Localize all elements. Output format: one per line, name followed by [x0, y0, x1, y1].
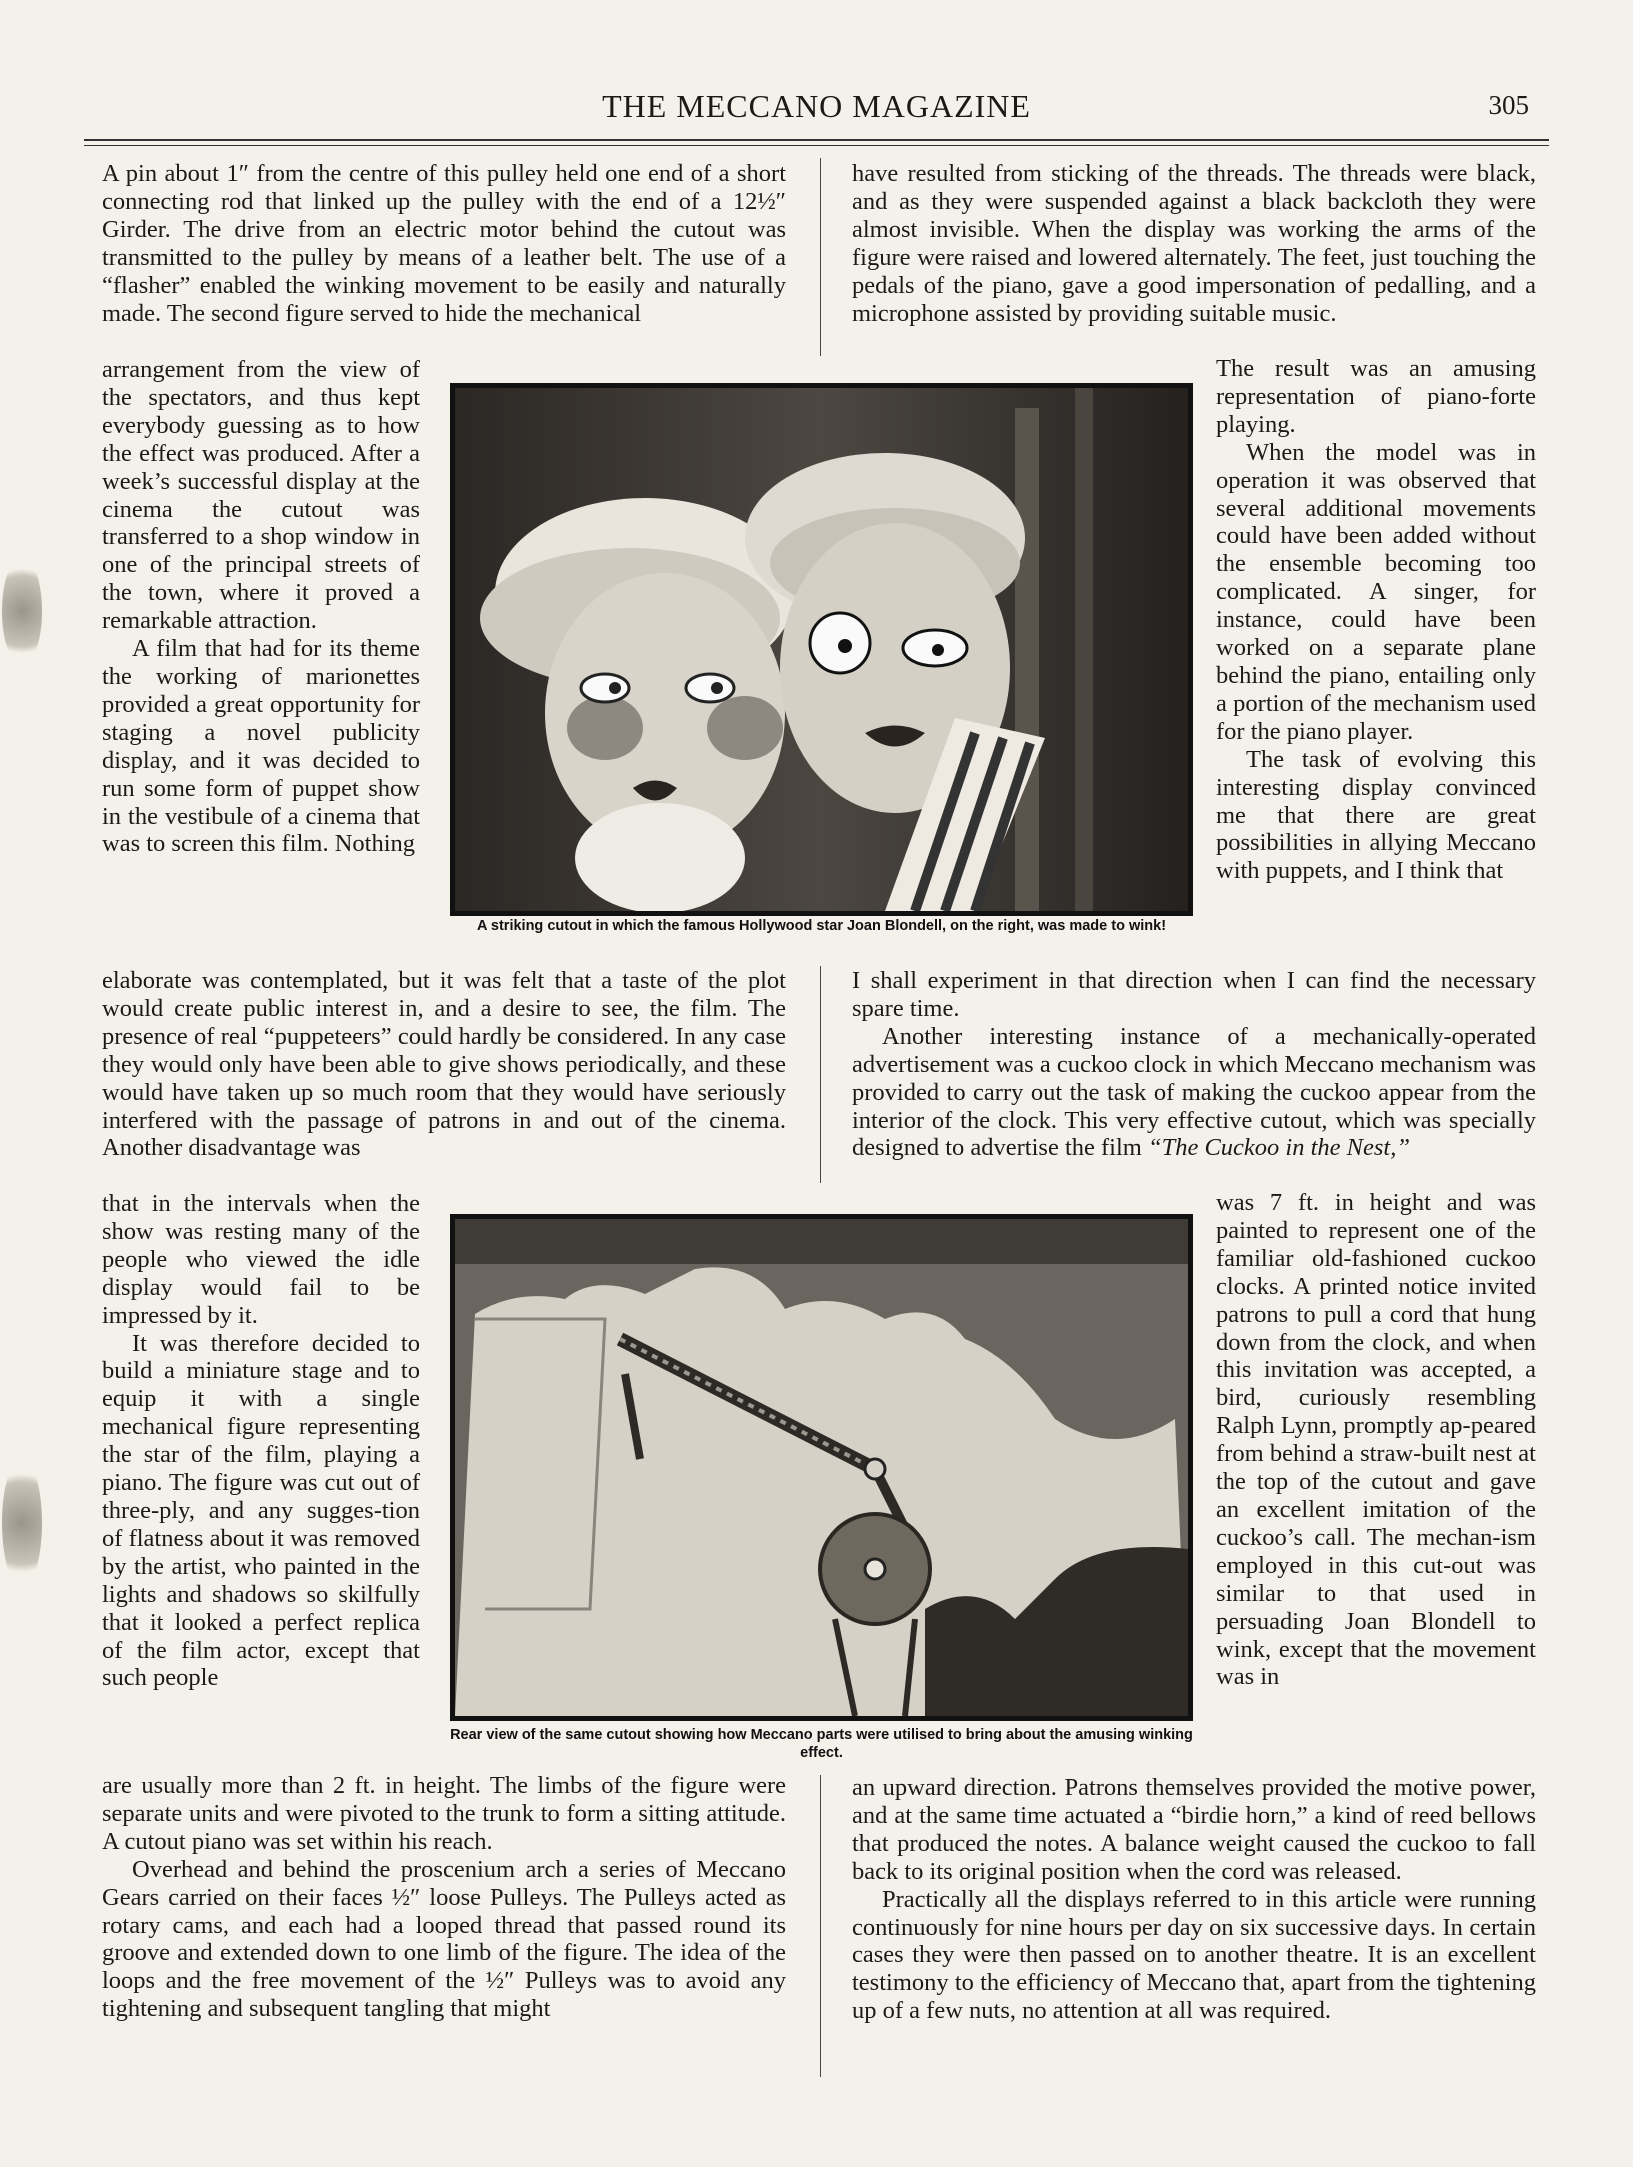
right-column-narrow-2 [1216, 1189, 1536, 1691]
page-number: 305 [1488, 90, 1529, 120]
paragraph: was 7 ft. in height and was painted to represent one of the familiar old-fashioned cuckoo clocks. A printed notice invited patrons to pull a cord that hung down from the clock, and when this invitation was accepted, a bird, curiously resembling Ralph Lynn, promptly ap-peared from behind a straw-built nest at the top of the cutout and gave an excellent imitation of the cuckoo’s call. The mechan-ism employed in this cut-out was similar to that used in persuading Joan Blondell to wink, except that the movement was in [1216, 1189, 1536, 1691]
left-column-middle [102, 967, 786, 1162]
caption-figure-2: Rear view of the same cutout showing how Meccano parts were utilised to bring about the amusing winking effect. [450, 1727, 1193, 1761]
scan-blemish [2, 556, 42, 666]
paragraph: The task of evolving this interesting display convinced me that there are great possibilities in allying Meccano with puppets, and I think that [1216, 745, 1536, 885]
right-column-middle [852, 967, 1536, 1162]
magazine-title: THE MECCANO MAGAZINE [602, 88, 1031, 124]
left-column-bottom [102, 1772, 786, 2023]
cutout-illustration [455, 388, 1188, 911]
paragraph: Overhead and behind the proscenium arch a series of Meccano Gears carried on their faces ½″ loose Pulleys. The Pulleys acted as rotary cams, and each had a looped thread that passed round its groove and extended down to one limb of the figure. The idea of the loops and the free movement of the ½″ Pulleys was to avoid any tightening and subsequent tangling that might [102, 1855, 786, 2023]
left-column-top [102, 160, 786, 327]
paragraph [852, 1023, 1536, 1163]
paragraph: that in the intervals when the show was resting many of the people who viewed the idle display would fail to be impressed by it. [102, 1190, 420, 1329]
paragraph: A film that had for its theme the working of marionettes provided a great opportunity for staging a novel publicity display, and it was decided to run some form of puppet show in the vestibule of a cinema that was to screen this film. Nothing [102, 635, 420, 858]
paragraph: I shall experiment in that direction when I can find the necessary spare time. [852, 967, 1536, 1022]
mechanism-illustration [455, 1219, 1188, 1716]
photo-rear-view-mechanism [450, 1214, 1193, 1721]
column-divider [820, 158, 821, 356]
paragraph: Practically all the displays referred to in this article were running continuously for nine hours per day on six successive days. In certain cases they were then passed on to another theatre. It is an excellent testimony to the efficiency of Meccano that, apart from the tightening up of a few nuts, no attention at all was required. [852, 1885, 1536, 2025]
right-column-bottom [852, 1774, 1536, 2025]
column-divider [820, 1775, 821, 2077]
paragraph: It was therefore decided to build a miniature stage and to equip it with a single mechanical figure representing the star of the film, playing a piano. The figure was cut out of three-ply, and any sugges-tion of flatness about it was removed by the artist, who painted in the lights and shadows so skilfully that it looked a perfect replica of the film actor, except that such people [102, 1329, 420, 1692]
photo-blondell-cutout [450, 383, 1193, 916]
column-divider [820, 966, 821, 1183]
left-column-narrow-1 [102, 356, 420, 858]
right-column-narrow-1 [1216, 355, 1536, 885]
header-rule-thin [84, 145, 1549, 146]
page-header [84, 88, 1549, 130]
header-rule [84, 139, 1549, 141]
right-column-top [852, 160, 1536, 327]
film-title: “The Cuckoo in the Nest,” [1147, 1134, 1410, 1162]
paragraph: have resulted from sticking of the threads. The threads were black, and as they were suspended against a black backcloth they were almost invisible. When the display was working the arms of the figure were raised and lowered alternately. The feet, just touching the pedals of the piano, gave a good impersonation of pedalling, and a microphone assisted by providing suitable music. [852, 160, 1536, 327]
caption-figure-1: A striking cutout in which the famous Hollywood star Joan Blondell, on the right, was made to wink! [476, 918, 1167, 934]
paragraph: arrangement from the view of the spectators, and thus kept everybody guessing as to how the effect was produced. After a week’s successful display at the cinema the cutout was transferred to a shop window in one of the principal streets of the town, where it proved a remarkable attraction. [102, 356, 420, 635]
paragraph-text: Another interesting instance of a mechanically-operated advertisement was a cuckoo clock in which Meccano mechanism was provided to carry out the task of making the cuckoo appear from the interior of the clock. This very effective cutout, which was specially designed to advertise the film [852, 1022, 1536, 1162]
left-column-narrow-2 [102, 1190, 420, 1692]
paragraph: A pin about 1″ from the centre of this pulley held one end of a short connecting rod that linked up the pulley with the end of a 12½″ Girder. The drive from an electric motor behind the cutout was transmitted to the pulley by means of a leather belt. The use of a “flasher” enabled the winking movement to be easily and naturally made. The second figure served to hide the mechanical [102, 160, 786, 327]
paragraph: an upward direction. Patrons themselves provided the motive power, and at the same time actuated a “birdie horn,” a kind of reed bellows that produced the notes. A balance weight caused the cuckoo to fall back to its original position when the cord was released. [852, 1774, 1536, 1885]
paragraph: elaborate was contemplated, but it was felt that a taste of the plot would create public interest in, and a desire to see, the film. The presence of real “puppeteers” could hardly be considered. In any case they would only have been able to give shows periodically, and these would have taken up so much room that they would have seriously interfered with the passage of patrons in and out of the cinema. Another disadvantage was [102, 967, 786, 1162]
scan-blemish [2, 1458, 42, 1588]
paragraph: The result was an amusing representation of piano-forte playing. [1216, 355, 1536, 438]
paragraph: When the model was in operation it was observed that several additional movements could have been added without the ensemble becoming too complicated. A singer, for instance, could have been worked on a separate plane behind the piano, entailing only a portion of the mechanism used for the piano player. [1216, 438, 1536, 745]
paragraph: are usually more than 2 ft. in height. The limbs of the figure were separate units and were pivoted to the trunk to form a sitting attitude. A cutout piano was set within his reach. [102, 1772, 786, 1855]
